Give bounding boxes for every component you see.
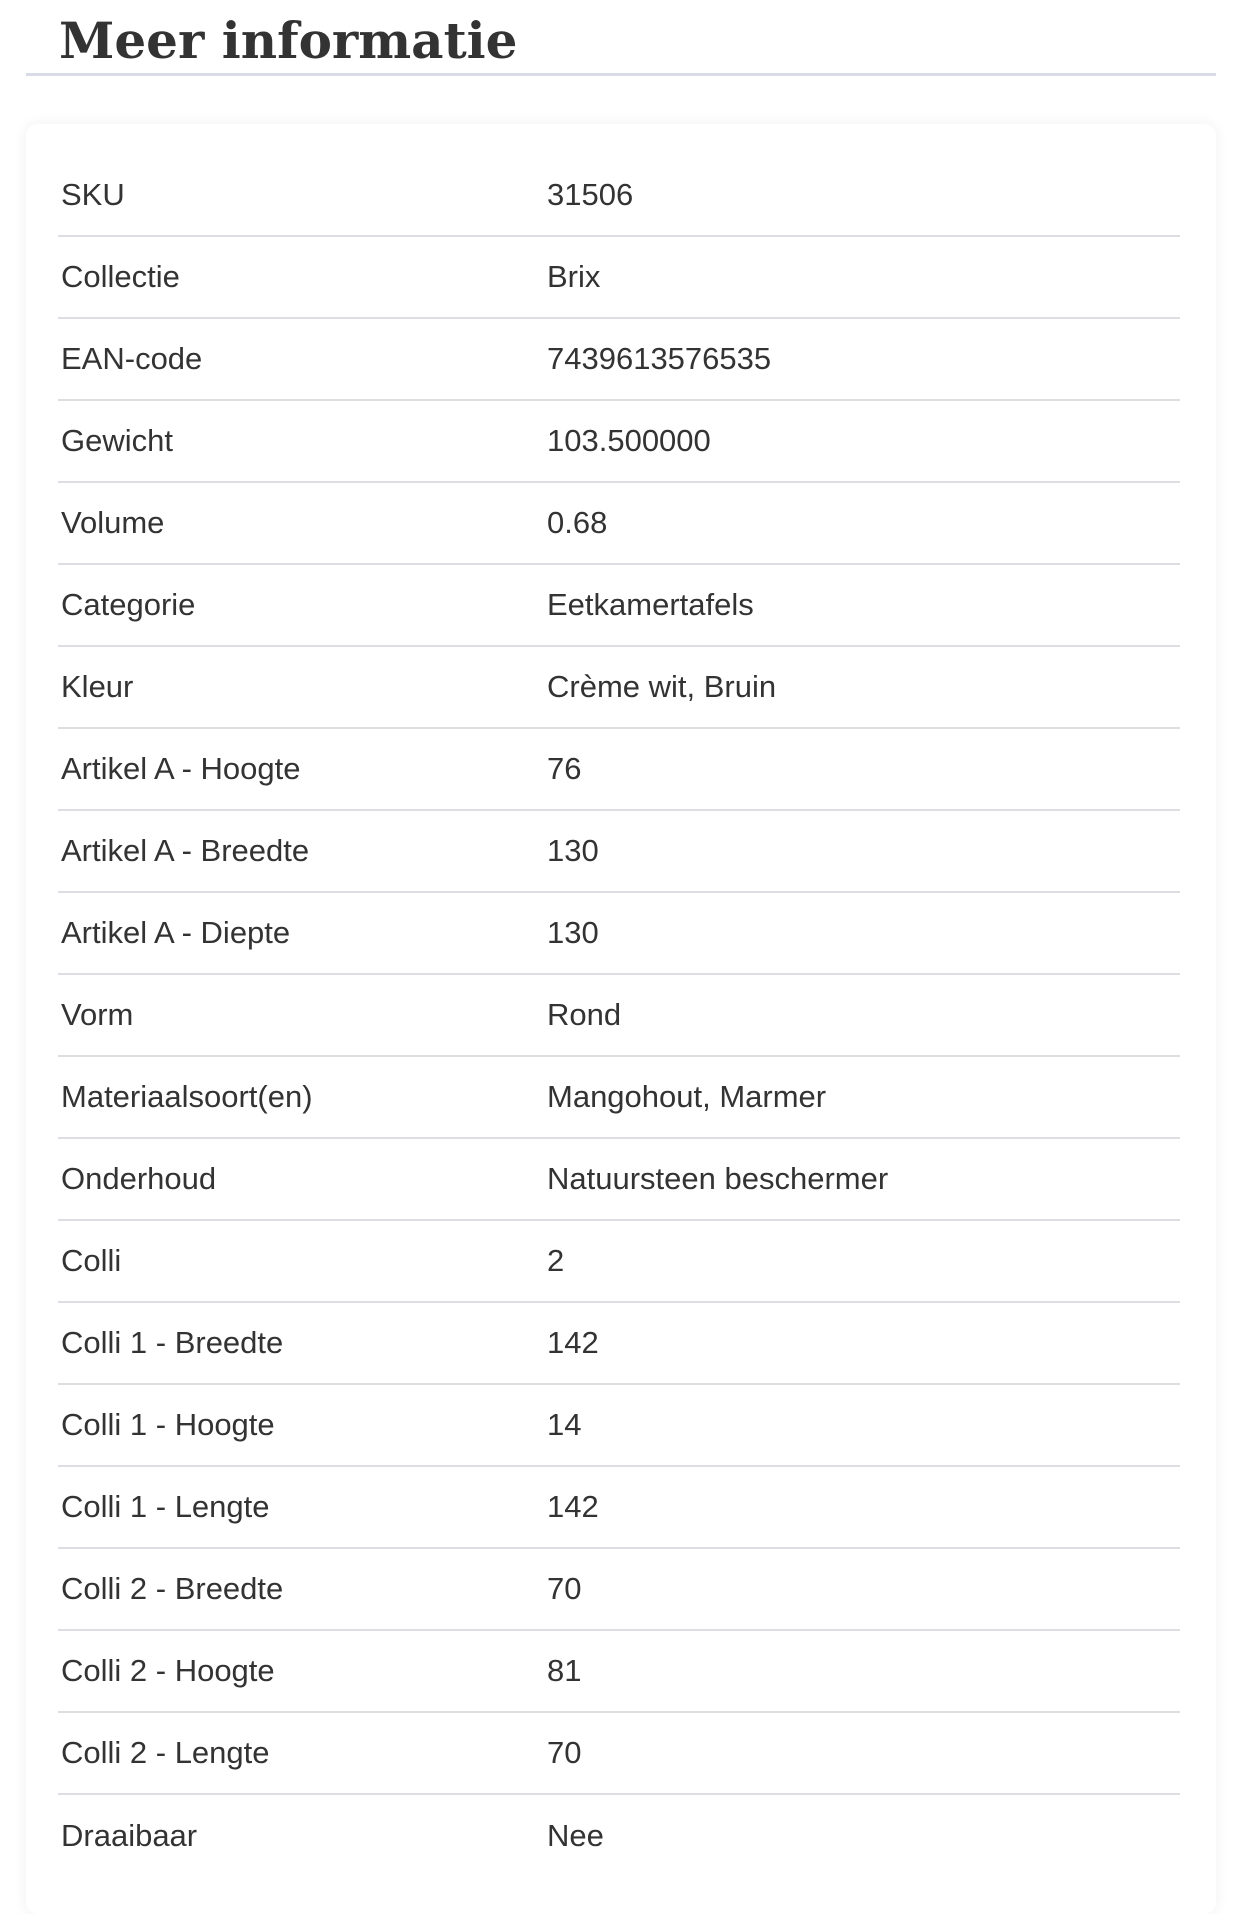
spec-label: Vorm	[58, 974, 544, 1056]
spec-value: Nee	[544, 1794, 1180, 1876]
spec-row	[58, 1794, 1180, 1876]
spec-label: SKU	[61, 176, 125, 212]
spec-row	[58, 1384, 1180, 1466]
spec-value: Eetkamertafels	[544, 564, 1180, 646]
spec-label: Kleur	[58, 646, 544, 728]
spec-value: 7439613576535	[544, 318, 1180, 400]
spec-row	[58, 728, 1180, 810]
spec-value: Crème wit, Bruin	[544, 646, 1180, 728]
spec-label: Collectie	[58, 236, 544, 318]
spec-label: Onderhoud	[58, 1138, 544, 1220]
spec-row	[58, 318, 1180, 400]
spec-row	[58, 564, 1180, 646]
spec-label: Gewicht	[58, 400, 544, 482]
spec-row	[58, 1548, 1180, 1630]
spec-row	[58, 1302, 1180, 1384]
spec-row	[58, 1466, 1180, 1548]
specifications-table-body	[58, 154, 1180, 1876]
spec-row	[58, 236, 1180, 318]
spec-value: Rond	[544, 974, 1180, 1056]
specifications-table	[58, 154, 1180, 1876]
spec-row	[58, 482, 1180, 564]
spec-label: Colli 1 - Lengte	[58, 1466, 544, 1548]
spec-value: Natuursteen beschermer	[544, 1138, 1180, 1220]
spec-value: 130	[544, 810, 1180, 892]
spec-label: Colli 1 - Hoogte	[58, 1384, 544, 1466]
spec-row	[58, 1138, 1180, 1220]
spec-row	[58, 646, 1180, 728]
spec-value: 70	[544, 1712, 1180, 1794]
spec-label: Artikel A - Hoogte	[58, 728, 544, 810]
spec-row	[58, 1630, 1180, 1712]
spec-row	[58, 1712, 1180, 1794]
spec-label: Draaibaar	[58, 1794, 544, 1876]
spec-label: Colli 2 - Breedte	[58, 1548, 544, 1630]
spec-row	[58, 154, 1180, 236]
spec-value: 142	[544, 1302, 1180, 1384]
spec-label: Colli 2 - Hoogte	[58, 1630, 544, 1712]
section-header	[26, 0, 1216, 76]
spec-label: Volume	[58, 482, 544, 564]
spec-label: EAN-code	[58, 318, 544, 400]
spec-row	[58, 810, 1180, 892]
spec-value: 81	[544, 1630, 1180, 1712]
spec-label: Colli	[58, 1220, 544, 1302]
spec-label: Materiaalsoort(en)	[58, 1056, 544, 1138]
spec-value: Mangohout, Marmer	[544, 1056, 1180, 1138]
spec-label: Artikel A - Breedte	[58, 810, 544, 892]
spec-value: 70	[544, 1548, 1180, 1630]
spec-row	[58, 1056, 1180, 1138]
spec-label: Colli 1 - Breedte	[58, 1302, 544, 1384]
spec-label: Artikel A - Diepte	[58, 892, 544, 974]
section-title: Meer informatie	[59, 11, 518, 70]
spec-row	[58, 400, 1180, 482]
specifications-card	[26, 124, 1216, 1914]
spec-value: 0.68	[544, 482, 1180, 564]
spec-value: 142	[544, 1466, 1180, 1548]
spec-row	[58, 974, 1180, 1056]
spec-row	[58, 1220, 1180, 1302]
spec-value: 76	[544, 728, 1180, 810]
spec-value: 31506	[547, 176, 634, 212]
spec-row	[58, 892, 1180, 974]
spec-value: 103.500000	[544, 400, 1180, 482]
spec-value: 14	[544, 1384, 1180, 1466]
spec-label: Colli 2 - Lengte	[58, 1712, 544, 1794]
spec-label: Categorie	[58, 564, 544, 646]
spec-value: 130	[544, 892, 1180, 974]
spec-value: Brix	[544, 236, 1180, 318]
spec-value: 2	[544, 1220, 1180, 1302]
